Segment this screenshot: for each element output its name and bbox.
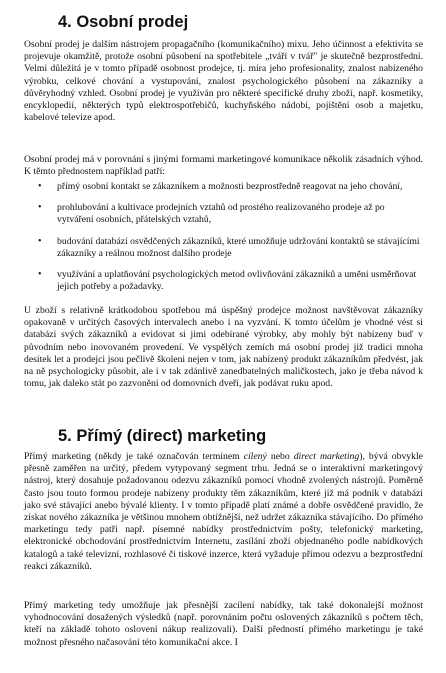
bullet-icon: • bbox=[38, 269, 42, 281]
section-4-paragraph-1: Osobní prodej je dalším nástrojem propagačního (komunikačního) mixu. Jeho účinnost a efektivita se projevuje okamžitě, protože osobní působení na spotřebitele „tváří v tvář" je skutečně bezprostřední. Velmi důležitá je v tomto případě osobnost prodejce, tj. míra jeho profesionality, znalost nabízeného výrobku, celkové chování a vystupování, znalost psychologického působení na zákazníky a důvěryhodný vzhled. Osobní prodej je využíván pro některé specifické druhy zboží, např. kosmetiky, encyklopedií, některých typů elektrospotřebičů, kuchyňského nádobí, pojištění osob a majetku, kabelové televize apod. bbox=[24, 39, 423, 124]
text-run: Přímý marketing (někdy je také označován termínem bbox=[24, 451, 244, 462]
emphasis-cileny: cílený bbox=[243, 451, 267, 462]
section-5-paragraph-1 bbox=[24, 451, 423, 573]
list-item bbox=[24, 236, 423, 260]
bullet-icon: • bbox=[38, 181, 42, 192]
list-item bbox=[24, 181, 423, 193]
text-run: ), bývá obvykle přesně zaměřen na určitý, předem vytypovaný segment trhu. Jedná se o interaktivní marketingový nástroj, který dosahuje požadovanou odezvu zákazníků pomocí vhodně zvolených nástrojů. Poměrně často jsou touto formou prodeje nabízeny produkty těm zákazníkům, které již má podnik v databázi jako své stávající anebo bývalé klienty. I v tomto případě platí známé a dobře osvědčené pravidlo, že získat nového zákazníka je většinou mnohem obtížnější, než udržet zákazníka stávajícího. Do přímého marketingu tedy patří např. písemné nabídky prostřednictvím pošty, telefonický marketing, elektronické obchodování prostřednictvím Internetu, zasílání zboží objednaného podle nabídkových katalogů a také televizní, rozhlasové či tiskové inzerce, která vyžaduje přímou odezvu a bezprostřední reakci zákazníků. bbox=[24, 451, 423, 572]
text-run: nebo bbox=[266, 451, 294, 462]
list-item-text: využívání a uplatňování psychologických metod ovlivňování zákazníků a umění usměrňovat jejich potřeby a požadavky. bbox=[57, 269, 417, 293]
section-4-paragraph-2: Osobní prodej má v porovnání s jinými formami marketingové komunikace několik zásadních výhod. K těmto přednostem například patří: bbox=[24, 154, 423, 178]
emphasis-direct-marketing: direct marketing bbox=[293, 451, 360, 462]
bullet-icon: • bbox=[38, 235, 42, 247]
section-4-heading: 4. Osobní prodej bbox=[58, 13, 189, 31]
list-item bbox=[24, 269, 423, 293]
section-5-paragraph-2: Přímý marketing tedy umožňuje jak přesnější zacílení nabídky, tak také dokonalejší možnost vyhodnocování dosažených výsledků (např. porovnáním počtu oslovených zákazníků s počtem těch, kteří na základě tohoto oslovení nákup realizovali). Další předností přímého marketingu je také možnost přesného načasování této komunikační akce. I bbox=[24, 600, 423, 648]
list-item bbox=[24, 202, 423, 226]
advantages-list bbox=[24, 181, 423, 302]
list-item-text: budování databází osvědčených zákazníků, které umožňuje udržování kontaktů se stávajícími zákazníky a reálnou možnost dalšího prodeje bbox=[57, 235, 420, 259]
list-item-text: prohlubování a kultivace prodejních vztahů od prostého realizovaného prodeje až po vytváření osobních, přátelských vztahů, bbox=[57, 202, 385, 226]
section-4-paragraph-3: U zboží s relativně krátkodobou spotřebou má úspěšný prodejce možnost navštěvovat zákazníky opakovaně v určitých časových intervalech anebo i na vyzvání. K tomto účelům je vhodné vést si databázi svých zákazníků a evidovat si jimi odebírané výrobky, aby mohly být nabízeny buď v původním nebo inovovaném provedení. Ve vyspělých zemích má osobní prodej již tradici mnoha desítek let a prodejci jsou pečlivě školeni nejen v tom, jak nabízený produkt zákazníkům předvést, jak na ně psychologicky působit, ale i v tak zdánlivě zanedbatelných maličkostech, jako je třeba návod k tomu, jak daleko stát po zazvonění od domovních dveří, jak podávat ruku apod. bbox=[24, 305, 423, 390]
section-5-heading: 5. Přímý (direct) marketing bbox=[58, 427, 267, 445]
bullet-icon: • bbox=[38, 202, 42, 214]
list-item-text: přímý osobní kontakt se zákazníkem a možnosti bezprostředně reagovat na jeho chování, bbox=[57, 181, 403, 192]
